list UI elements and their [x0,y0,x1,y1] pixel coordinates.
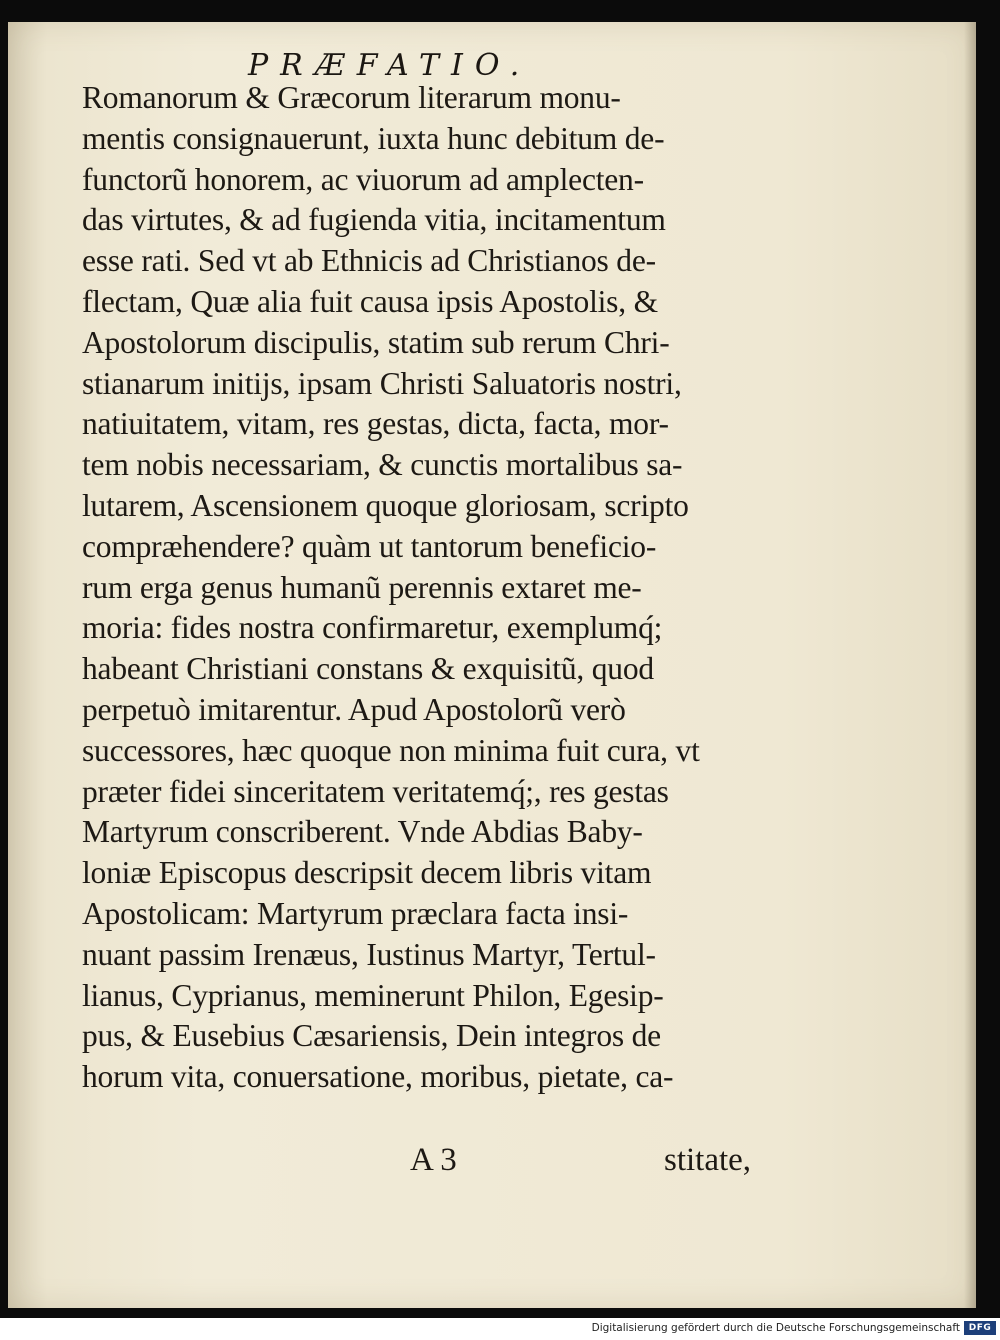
text-line: Romanorum & Græcorum literarum monu- [82,80,621,115]
text-line: rum erga genus humanũ perennis extaret me- [82,569,642,605]
text-line: præter fidei sinceritatem veritatemq́;, res gestas [82,773,669,809]
text-line: esse rati. Sed vt ab Ethnicis ad Christianos de- [82,243,656,279]
text-line: lutarem, Ascensionem quoque gloriosam, scripto [82,487,689,523]
text-line: tem nobis necessariam, & cunctis mortalibus sa- [82,447,683,483]
text-line: moria: fides nostra confirmaretur, exemplumq́; [82,610,663,646]
text-line: das virtutes, & ad fugienda vitia, incitamentum [82,202,666,238]
book-page [8,22,976,1308]
body-text [82,78,782,1098]
text-line: flectam, Quæ alia fuit causa ipsis Apostolis, & [82,283,658,319]
text-line: Martyrum conscriberent. Vnde Abdias Baby- [82,814,643,850]
text-line: Apostolicam: Martyrum præclara facta insi- [82,895,629,931]
signature-mark: A 3 [410,1142,457,1178]
funding-credit: Digitalisierung gefördert durch die Deutsche Forschungsgemeinschaft [591,1322,960,1334]
page-edge-shadow [964,22,976,1308]
text-line: stianarum initijs, ipsam Christi Saluatoris nostri, [82,365,682,401]
text-line: mentis consignauerunt, iuxta hunc debitum de- [82,120,665,156]
text-line: natiuitatem, vitam, res gestas, dicta, facta, mor- [82,406,669,442]
text-line: pus, & Eusebius Cæsariensis, Dein integros de [82,1018,661,1054]
text-line: compræhendere? quàm ut tantorum beneficio- [82,528,657,564]
digitization-footer [0,1318,1000,1340]
text-line: loniæ Episcopus descripsit decem libris vitam [82,855,652,891]
catchword: stitate, [664,1142,752,1178]
text-line: lianus, Cyprianus, meminerunt Philon, Egesip- [82,977,664,1013]
text-line: habeant Christiani constans & exquisitũ, quod [82,651,654,687]
running-head: PRÆFATIO. [248,48,532,83]
text-line: nuant passim Irenæus, Iustinus Martyr, Tertul- [82,936,656,972]
dfg-logo: DFG [964,1321,996,1335]
text-line: horum vita, conuersatione, moribus, pietate, ca- [82,1059,674,1095]
text-line: successores, hæc quoque non minima fuit cura, vt [82,732,700,768]
text-line: functorũ honorem, ac viuorum ad amplecten- [82,161,644,197]
text-line: Apostolorum discipulis, statim sub rerum Chri- [82,324,670,360]
text-line: perpetuò imitarentur. Apud Apostolorũ verò [82,691,626,727]
